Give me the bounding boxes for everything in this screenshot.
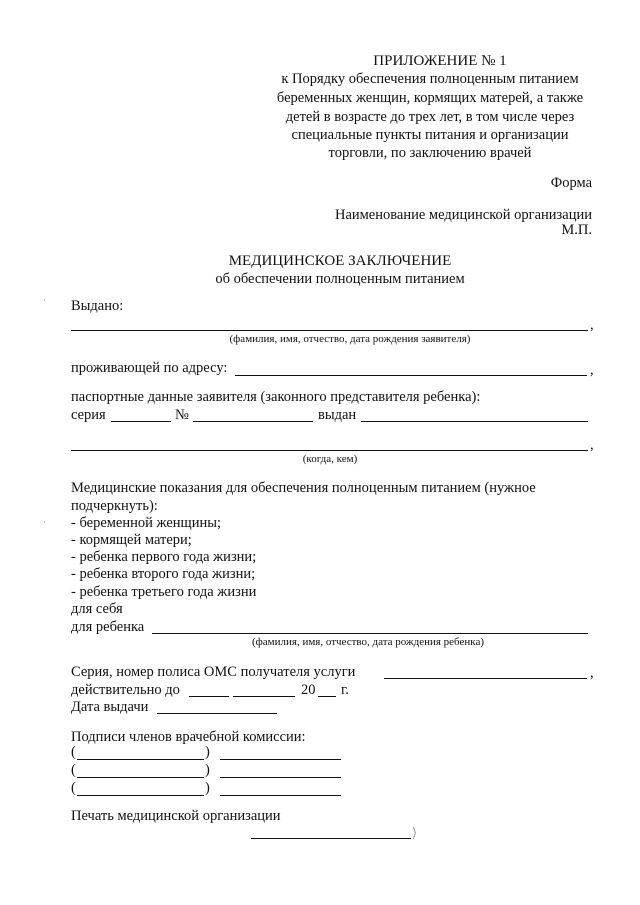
- paren-open: (: [71, 780, 76, 796]
- scan-bracket-mark: ⟩: [412, 825, 418, 840]
- applicant-name-field[interactable]: [71, 330, 588, 331]
- indication-item: - беременной женщины;: [71, 515, 222, 531]
- child-name-field[interactable]: [152, 633, 588, 634]
- issued-to-label: Выдано:: [71, 298, 124, 314]
- commission-signature-field-3[interactable]: [220, 795, 341, 796]
- passport-series-field[interactable]: [111, 421, 171, 422]
- indication-item: - ребенка второго года жизни;: [71, 566, 256, 582]
- commission-name-field-3[interactable]: [77, 795, 204, 796]
- form-label: Форма: [550, 175, 592, 191]
- address-label: проживающей по адресу:: [71, 360, 228, 376]
- year-suffix: г.: [341, 682, 349, 698]
- oms-label: Серия, номер полиса ОМС получателя услуги: [71, 664, 356, 680]
- comma: ,: [590, 317, 594, 333]
- valid-year-field[interactable]: [318, 696, 336, 697]
- stamp-signature-field[interactable]: [251, 838, 411, 839]
- indications-heading-cont: подчеркнуть):: [71, 498, 158, 514]
- appendix-line-2: беременных женщин, кормящих матерей, а также: [276, 90, 584, 106]
- comma: ,: [590, 665, 594, 681]
- series-label: серия: [71, 407, 106, 423]
- indication-item: - ребенка первого года жизни;: [71, 549, 257, 565]
- indication-item: - ребенка третьего года жизни: [71, 584, 257, 600]
- applicant-caption: (фамилия, имя, отчество, дата рождения заявителя): [229, 333, 471, 345]
- passport-when-who-field[interactable]: [71, 450, 588, 451]
- passport-issued-by-field[interactable]: [361, 421, 588, 422]
- comma: ,: [590, 437, 594, 453]
- stamp-abbr: М.П.: [561, 222, 592, 238]
- comma: ,: [590, 362, 594, 378]
- for-child-label: для ребенка: [71, 619, 145, 635]
- indication-item: - кормящей матери;: [71, 532, 192, 548]
- paren-close: ): [205, 780, 210, 796]
- scan-dot: ·: [43, 295, 46, 305]
- appendix-line-5: торговли, по заключению врачей: [328, 145, 532, 161]
- paren-close: ): [205, 744, 210, 760]
- indications-heading: Медицинские показания для обеспечения полноценным питанием (нужное: [71, 480, 536, 496]
- valid-month-field[interactable]: [233, 696, 295, 697]
- address-field[interactable]: [235, 375, 587, 376]
- oms-field[interactable]: [384, 678, 587, 679]
- appendix-line-4: специальные пункты питания и организации: [291, 127, 569, 143]
- commission-signature-field-2[interactable]: [220, 777, 341, 778]
- issued-by-label: выдан: [318, 407, 357, 423]
- paren-open: (: [71, 762, 76, 778]
- scan-dot: ·: [43, 517, 46, 527]
- valid-until-label: действительно до: [71, 682, 180, 698]
- document-subtitle: об обеспечении полноценным питанием: [215, 271, 465, 287]
- child-caption: (фамилия, имя, отчество, дата рождения ребенка): [251, 636, 484, 648]
- issue-date-label: Дата выдачи: [71, 699, 149, 715]
- org-stamp-label: Печать медицинской организации: [71, 808, 281, 824]
- commission-name-field-2[interactable]: [77, 777, 204, 778]
- paren-close: ): [205, 762, 210, 778]
- commission-label: Подписи членов врачебной комиссии:: [71, 729, 306, 745]
- year-prefix: 20: [301, 682, 316, 698]
- passport-number-field[interactable]: [193, 421, 313, 422]
- for-self-label: для себя: [71, 601, 123, 617]
- appendix-line-3: детей в возрасте до трех лет, в том числе через: [285, 109, 575, 125]
- commission-name-field-1[interactable]: [77, 759, 204, 760]
- issue-date-field[interactable]: [157, 713, 277, 714]
- commission-signature-field-1[interactable]: [220, 759, 341, 760]
- org-name-label: Наименование медицинской организации: [334, 207, 592, 223]
- when-who-caption: (когда, кем): [302, 453, 358, 465]
- valid-day-field[interactable]: [189, 696, 229, 697]
- passport-label: паспортные данные заявителя (законного представителя ребенка):: [71, 389, 481, 405]
- document-title: МЕДИЦИНСКОЕ ЗАКЛЮЧЕНИЕ: [228, 253, 452, 269]
- number-label: №: [175, 407, 189, 423]
- appendix-line-1: к Порядку обеспечения полноценным питанием: [281, 71, 579, 87]
- appendix-title: ПРИЛОЖЕНИЕ № 1: [373, 53, 507, 69]
- paren-open: (: [71, 744, 76, 760]
